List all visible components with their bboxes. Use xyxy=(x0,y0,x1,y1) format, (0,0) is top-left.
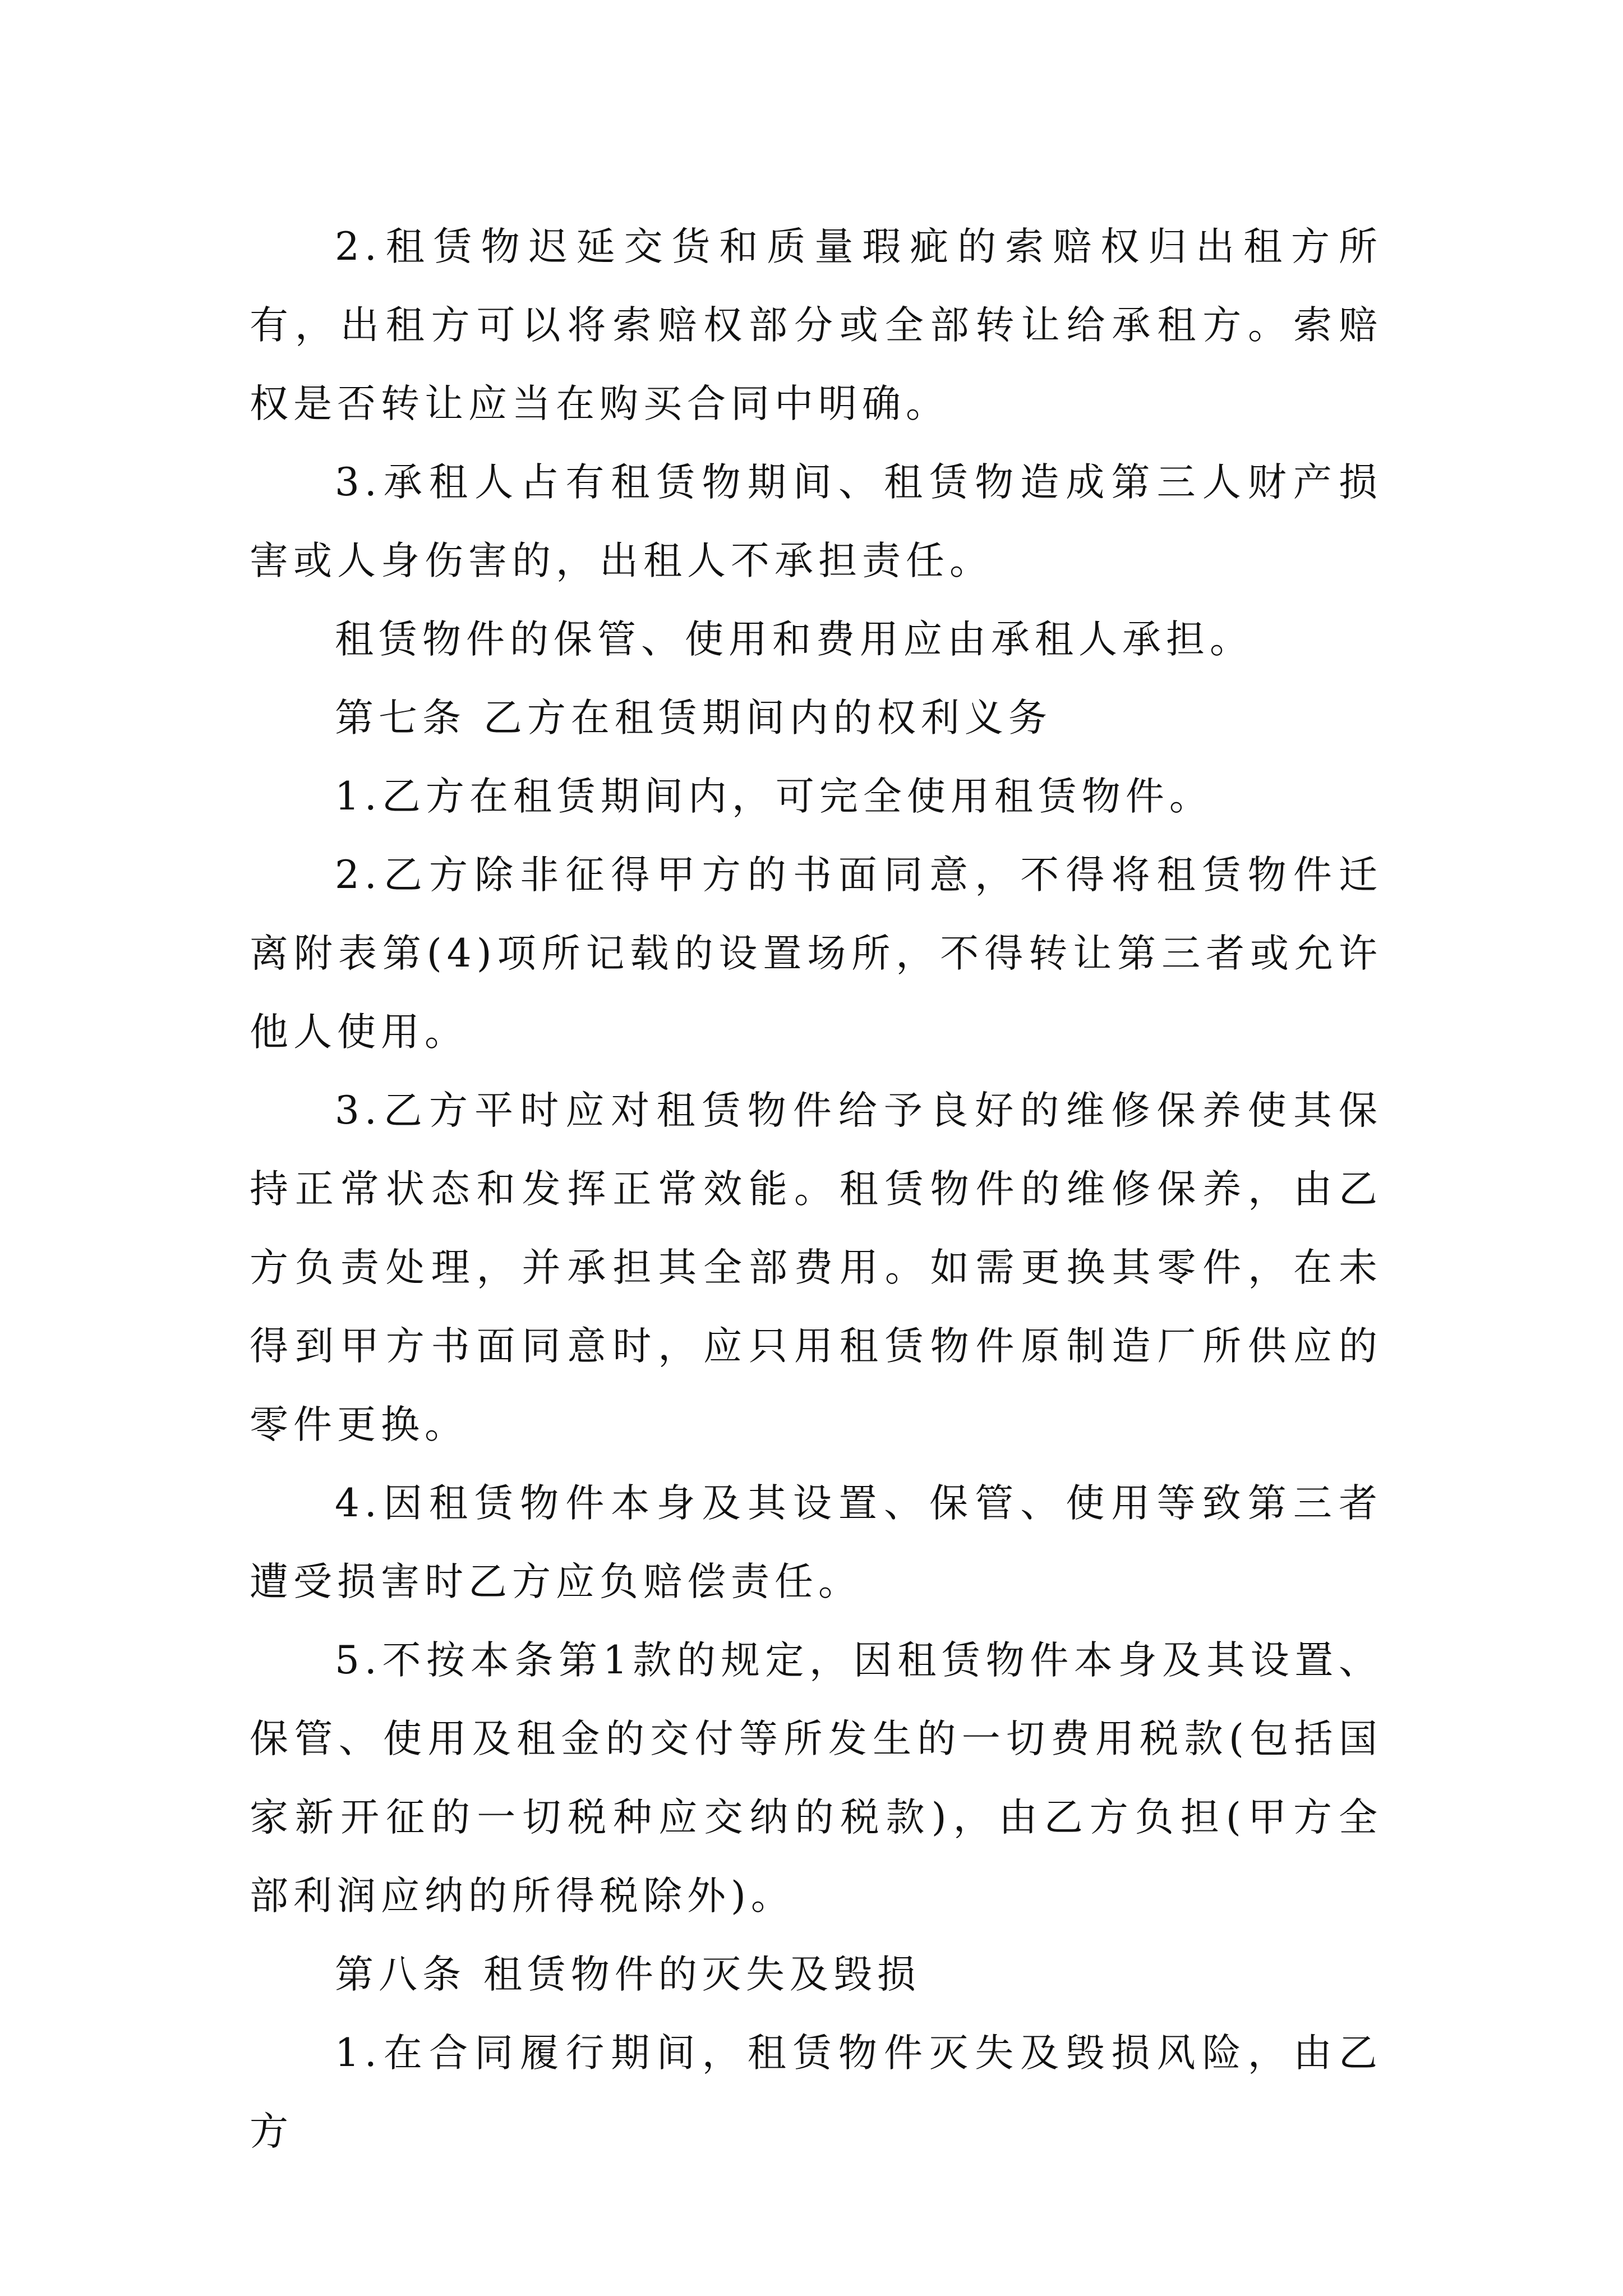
document-body xyxy=(250,208,1382,2171)
paragraph-article-8-item-1: 1.在合同履行期间，租赁物件灭失及毁损风险，由乙方 xyxy=(250,2031,1382,2154)
paragraph-article-7-item-2: 2.乙方除非征得甲方的书面同意，不得将租赁物件迁离附表第(4)项所记载的设置场所，不得转让第三者或允许他人使用。 xyxy=(250,853,1382,1055)
heading-article-7: 第七条 乙方在租赁期间内的权利义务 xyxy=(335,696,1052,740)
paragraph-third-party-liability: 3.承租人占有租赁物期间、租赁物造成第三人财产损害或人身伤害的，出租人不承担责任。 xyxy=(250,460,1382,583)
paragraph-article-7-item-4: 4.因租赁物件本身及其设置、保管、使用等致第三者遭受损害时乙方应负赔偿责任。 xyxy=(250,1481,1382,1604)
paragraph-custody-costs: 租赁物件的保管、使用和费用应由承租人承担。 xyxy=(335,617,1253,662)
paragraph-article-7-item-1: 1.乙方在租赁期间内，可完全使用租赁物件。 xyxy=(335,774,1213,819)
paragraph-article-7-item-3: 3.乙方平时应对租赁物件给予良好的维修保养使其保持正常状态和发挥正常效能。租赁物件的维修保养，由乙方负责处理，并承担其全部费用。如需更换其零件，在未得到甲方书面同意时，应只用租赁物件原制造厂所供应的零件更换。 xyxy=(250,1088,1382,1447)
paragraph-claim-rights: 2.租赁物迟延交货和质量瑕疵的索赔权归出租方所有，出租方可以将索赔权部分或全部转让给承租方。索赔权是否转让应当在购买合同中明确。 xyxy=(250,224,1382,426)
heading-article-8: 第八条 租赁物件的灭失及毁损 xyxy=(335,1952,921,1997)
paragraph-article-7-item-5: 5.不按本条第1款的规定，因租赁物件本身及其设置、保管、使用及租金的交付等所发生的一切费用税款(包括国家新开征的一切税种应交纳的税款)，由乙方负担(甲方全部利润应纳的所得税除外)。 xyxy=(250,1638,1382,1918)
